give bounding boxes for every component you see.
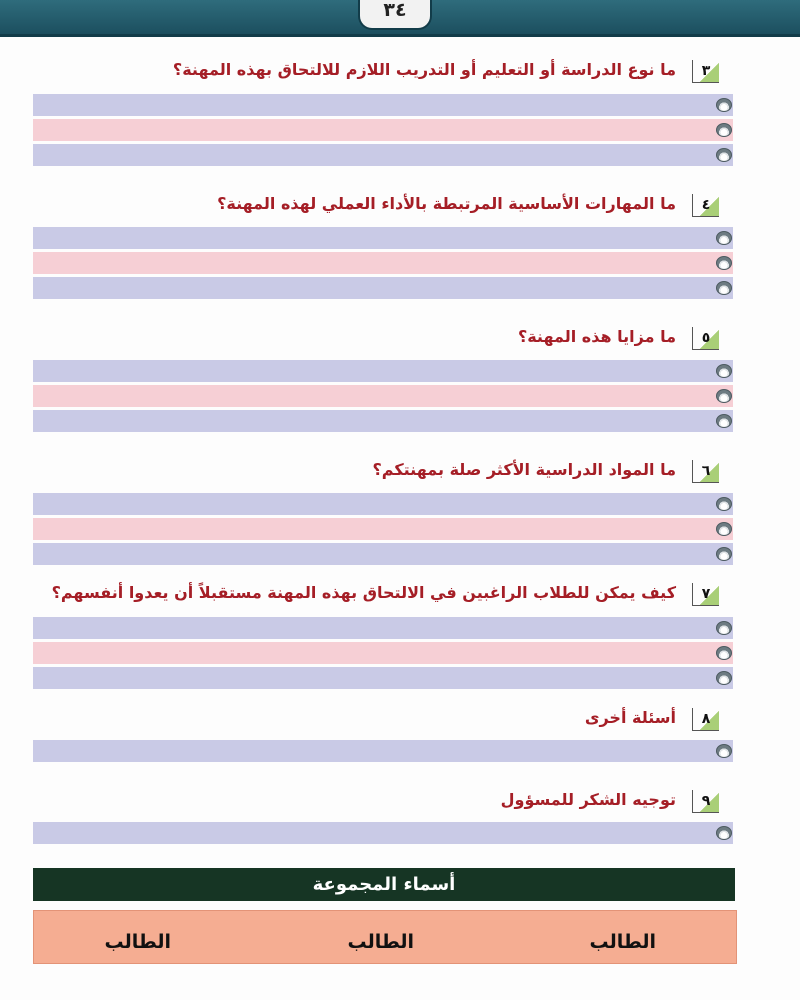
- bullet-icon: [716, 744, 732, 758]
- answer-line[interactable]: [33, 94, 733, 116]
- bullet-icon: [716, 389, 732, 403]
- question-8-number: ٨: [692, 708, 719, 731]
- student-names-box: [33, 910, 737, 964]
- answer-line[interactable]: [33, 740, 733, 762]
- answer-line[interactable]: [33, 822, 733, 844]
- bullet-icon: [716, 646, 732, 660]
- question-3-number: ٣: [692, 60, 719, 83]
- answer-line[interactable]: [33, 227, 733, 249]
- student-label: الطالب: [347, 931, 414, 953]
- bullet-icon: [716, 621, 732, 635]
- bullet-icon: [716, 364, 732, 378]
- question-3-text: ما نوع الدراسة أو التعليم أو التدريب اللازم للالتحاق بهذه المهنة؟: [172, 60, 676, 79]
- answer-line[interactable]: [33, 493, 733, 515]
- question-7-text: كيف يمكن للطلاب الراغبين في الالتحاق بهذه المهنة مستقبلاً أن يعدوا أنفسهم؟: [51, 583, 676, 602]
- answer-line[interactable]: [33, 277, 733, 299]
- answer-line[interactable]: [33, 252, 733, 274]
- answer-line[interactable]: [33, 543, 733, 565]
- answer-line[interactable]: [33, 360, 733, 382]
- answer-line[interactable]: [33, 410, 733, 432]
- answer-line[interactable]: [33, 518, 733, 540]
- bullet-icon: [716, 671, 732, 685]
- question-8-text: أسئلة أخرى: [584, 708, 676, 727]
- answer-line[interactable]: [33, 617, 733, 639]
- answer-line[interactable]: [33, 642, 733, 664]
- bullet-icon: [716, 231, 732, 245]
- question-5-text: ما مزايا هذه المهنة؟: [517, 327, 676, 346]
- bullet-icon: [716, 547, 732, 561]
- bullet-icon: [716, 256, 732, 270]
- bullet-icon: [716, 281, 732, 295]
- bullet-icon: [716, 98, 732, 112]
- student-label: الطالب: [104, 931, 171, 953]
- question-6-number: ٦: [692, 460, 719, 483]
- answer-line[interactable]: [33, 385, 733, 407]
- bullet-icon: [716, 148, 732, 162]
- question-4-number: ٤: [692, 194, 719, 217]
- answer-line[interactable]: [33, 667, 733, 689]
- bullet-icon: [716, 826, 732, 840]
- question-5-number: ٥: [692, 327, 719, 350]
- answer-line[interactable]: [33, 119, 733, 141]
- group-names-header: أسماء المجموعة: [33, 868, 735, 901]
- question-7-number: ٧: [692, 583, 719, 606]
- question-9-number: ٩: [692, 790, 719, 813]
- question-6-text: ما المواد الدراسية الأكثر صلة بمهنتكم؟: [372, 460, 676, 479]
- page-number: ٣٤: [358, 0, 432, 30]
- bullet-icon: [716, 414, 732, 428]
- question-4-text: ما المهارات الأساسية المرتبطة بالأداء العملي لهذه المهنة؟: [217, 194, 676, 213]
- student-label: الطالب: [589, 931, 656, 953]
- bullet-icon: [716, 123, 732, 137]
- bullet-icon: [716, 522, 732, 536]
- answer-line[interactable]: [33, 144, 733, 166]
- question-9-text: توجيه الشكر للمسؤول: [500, 790, 676, 809]
- bullet-icon: [716, 497, 732, 511]
